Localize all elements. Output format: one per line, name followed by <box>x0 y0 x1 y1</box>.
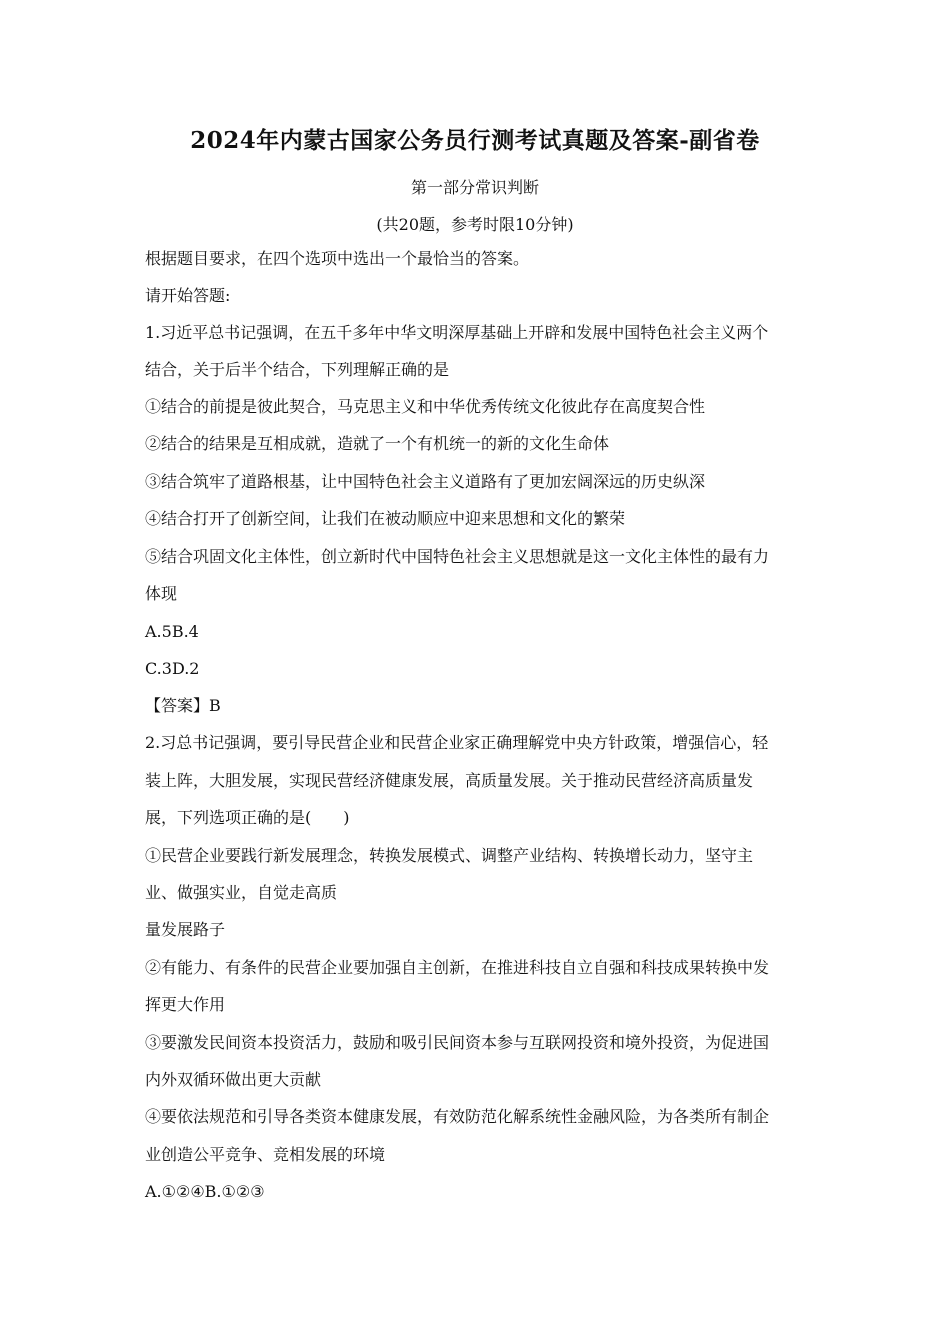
section-heading: 第一部分常识判断 <box>410 178 539 197</box>
question-2-statement-3: ③要激发民间资本投资活力，鼓励和吸引民间资本参与互联网投资和境外投资，为促进国 <box>145 1033 770 1052</box>
question-1-stem: 1.习近平总书记强调，在五千多年中华文明深厚基础上开辟和发展中国特色社会主义两个 <box>145 323 769 342</box>
question-1-stem-cont: 结合，关于后半个结合，下列理解正确的是 <box>145 360 450 379</box>
question-1-statement-5-cont: 体现 <box>145 584 178 603</box>
question-1-statement-1: ①结合的前提是彼此契合，马克思主义和中华优秀传统文化彼此存在高度契合性 <box>145 397 706 416</box>
question-1-answer: 【答案】B <box>145 696 221 715</box>
question-2-statement-3-cont: 内外双循环做出更大贡献 <box>145 1070 322 1089</box>
document-title: 2024年内蒙古国家公务员行测考试真题及答案-副省卷 <box>190 127 760 154</box>
section-note: (共20题，参考时限10分钟) <box>376 215 574 234</box>
question-1-options-ab: A.5B.4 <box>145 622 199 641</box>
question-2-stem: 2.习总书记强调，要引导民营企业和民营企业家正确理解党中央方针政策，增强信心，轻 <box>145 733 769 752</box>
question-1-statement-5: ⑤结合巩固文化主体性，创立新时代中国特色社会主义思想就是这一文化主体性的最有力 <box>145 547 770 566</box>
question-2-statement-4: ④要依法规范和引导各类资本健康发展，有效防范化解系统性金融风险，为各类所有制企 <box>145 1107 770 1126</box>
question-2-stem-cont: 装上阵，大胆发展，实现民营经济健康发展，高质量发展。关于推动民营经济高质量发 <box>145 771 754 790</box>
instruction-text: 根据题目要求，在四个选项中选出一个最恰当的答案。 <box>145 249 530 268</box>
question-2-options-ab: A.①②④B.①②③ <box>145 1182 265 1201</box>
question-2-stem-end: 展，下列选项正确的是( ) <box>145 808 350 827</box>
question-1-statement-4: ④结合打开了创新空间，让我们在被动顺应中迎来思想和文化的繁荣 <box>145 509 626 528</box>
question-2-statement-4-cont: 业创造公平竞争、竞相发展的环境 <box>145 1145 386 1164</box>
question-1-statement-2: ②结合的结果是互相成就，造就了一个有机统一的新的文化生命体 <box>145 434 610 453</box>
question-1-statement-3: ③结合筑牢了道路根基，让中国特色社会主义道路有了更加宏阔深远的历史纵深 <box>145 472 706 491</box>
question-2-statement-1: ①民营企业要践行新发展理念，转换发展模式、调整产业结构、转换增长动力，坚守主 <box>145 846 754 865</box>
start-prompt: 请开始答题: <box>145 286 231 305</box>
question-1-options-cd: C.3D.2 <box>145 659 200 678</box>
question-2-statement-2: ②有能力、有条件的民营企业要加强自主创新，在推进科技自立自强和科技成果转换中发 <box>145 958 770 977</box>
question-2-statement-1-end: 量发展路子 <box>145 920 226 939</box>
question-2-statement-2-cont: 挥更大作用 <box>145 995 226 1014</box>
question-2-statement-1-cont: 业、做强实业，自觉走高质 <box>145 883 338 902</box>
